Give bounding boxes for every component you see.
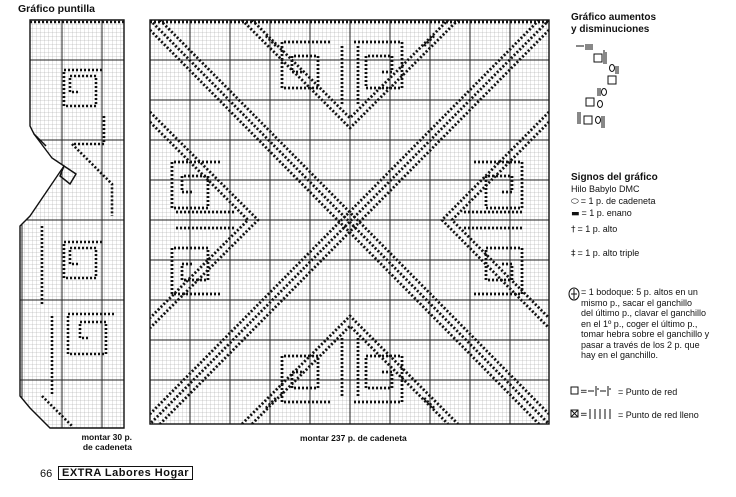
bobble-line-4: en el 1º p., coger el último p., — [581, 318, 698, 329]
bobble-line-6: pasar a través de los 2 p. que — [581, 339, 700, 350]
legend-item-triple — [571, 248, 639, 260]
legend-item-slip — [571, 208, 632, 220]
edging-chart — [12, 16, 130, 432]
left-chart-title: Gráfico puntilla — [18, 3, 96, 15]
left-chart-caption — [70, 432, 132, 452]
legend-title: Signos del gráfico — [571, 172, 658, 183]
bobble-line-1: = 1 bodoque: 5 p. altos en un — [581, 287, 698, 297]
left-caption-line2: de cadeneta — [82, 442, 132, 452]
legend-item-triple-text: = 1 p. alto triple — [577, 248, 640, 258]
bobble-line-3: del último p., clavar el ganchillo — [581, 308, 707, 318]
oval-chain-icon: ⬭ — [571, 197, 579, 207]
bobble-icon — [568, 287, 580, 306]
triple-stitch-icon: ‡ — [571, 249, 576, 259]
legend-item-chain-text: = 1 p. de cadeneta — [580, 196, 656, 206]
bobble-line-5: tomar hebra sobre el ganchillo y — [581, 329, 710, 339]
full-mesh-icon — [570, 408, 618, 420]
legend-item-tall — [571, 224, 617, 236]
inc-dec-chart — [572, 38, 628, 132]
left-caption-line1: montar 30 p. — [81, 432, 132, 442]
open-mesh-icon — [570, 385, 618, 397]
legend-thread: Hilo Babylo DMC — [571, 184, 640, 194]
svg-text:=: = — [580, 409, 588, 420]
mesh-full-text: = Punto de red lleno — [618, 410, 699, 420]
page-number: 66 — [40, 468, 53, 480]
main-chart-caption: montar 237 p. de cadeneta — [300, 433, 407, 443]
legend-bobble — [581, 287, 733, 361]
legend-mesh-full — [570, 405, 699, 423]
inc-dec-title-line2: y disminuciones — [571, 24, 650, 35]
legend-item-tall-text: = 1 p. alto — [577, 224, 618, 234]
mesh-open-text: = Punto de red — [618, 387, 678, 397]
svg-text:=: = — [580, 386, 588, 397]
bobble-line-7: hay en el ganchillo. — [581, 350, 659, 360]
legend-item-slip-text: = 1 p. enano — [581, 208, 632, 218]
magazine-brand: EXTRA Labores Hogar — [58, 466, 193, 480]
tall-stitch-icon: † — [571, 225, 576, 235]
legend-item-chain — [571, 196, 656, 208]
dash-slip-icon: ▬ — [571, 209, 580, 219]
bobble-line-2: mismo p., sacar el ganchillo — [581, 297, 693, 308]
inc-dec-title-line1: Gráfico aumentos — [571, 12, 657, 23]
legend-mesh-open — [570, 382, 677, 400]
main-filet-chart — [146, 16, 553, 428]
